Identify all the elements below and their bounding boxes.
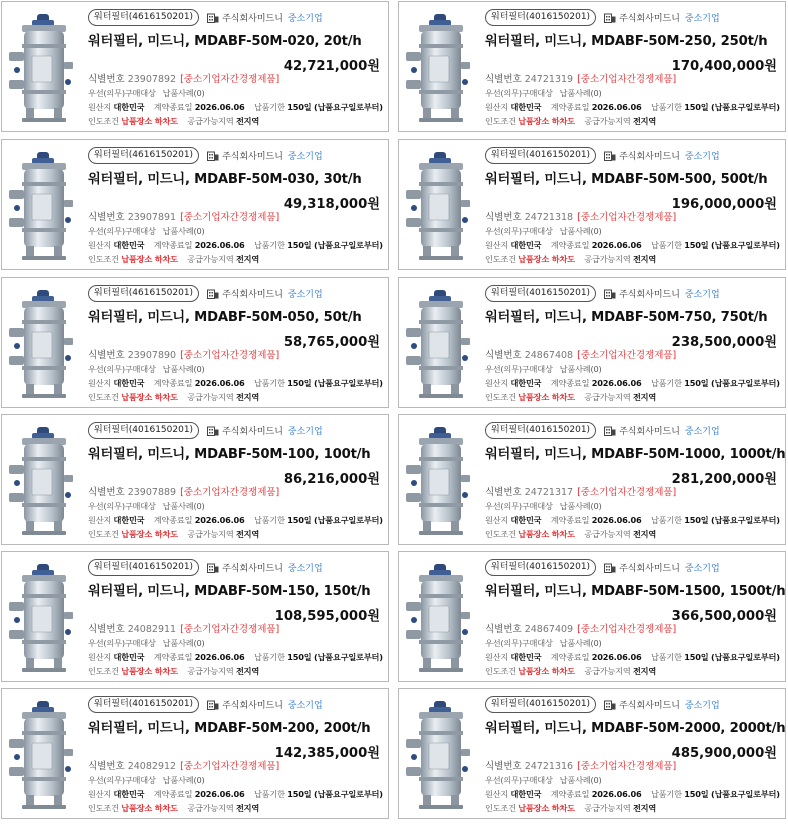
building-icon <box>207 562 219 573</box>
delivery-deadline-value: 150일 (납품요구일로부터) <box>684 102 780 112</box>
contract-end-value: 2026.06.06 <box>591 652 642 662</box>
contract-end-value: 2026.06.06 <box>591 515 642 525</box>
building-icon <box>604 150 616 161</box>
delivery-condition-label: 인도조건 <box>485 392 516 402</box>
water-filter-icon <box>405 425 471 537</box>
contract-end-value: 2026.06.06 <box>591 789 642 799</box>
product-title[interactable]: 워터필터, 미드니, MDABF-50M-1000, 1000t/h <box>485 447 786 462</box>
delivery-condition-label: 인도조건 <box>88 803 119 813</box>
id-number: 23907892 <box>127 74 177 85</box>
sme-competition-tag: [중소기업자간경쟁제품] <box>577 74 677 85</box>
delivery-deadline-label: 납품기한 <box>253 102 285 112</box>
sme-certification: 중소기업 <box>684 151 720 162</box>
contract-end-label: 계약종료일 <box>153 240 193 250</box>
water-filter-image[interactable] <box>405 12 471 124</box>
priority-purchase-label: 우선(의무)구매대상 <box>88 501 156 511</box>
origin-value: 대한민국 <box>510 102 542 112</box>
sme-competition-tag: [중소기업자간경쟁제품] <box>577 212 677 223</box>
delivery-condition-value: 납품장소 하차도 <box>121 803 178 813</box>
priority-purchase-label: 우선(의무)구매대상 <box>485 364 553 374</box>
building-icon <box>604 699 616 710</box>
id-label: 식별번호 <box>485 212 522 223</box>
origin-value: 대한민국 <box>113 515 145 525</box>
supply-region-value: 전지역 <box>632 116 657 126</box>
id-number: 24721319 <box>524 74 574 85</box>
supply-region-value: 전지역 <box>632 254 657 264</box>
product-title[interactable]: 워터필터, 미드니, MDABF-50M-2000, 2000t/h <box>485 721 786 736</box>
delivery-deadline-value: 150일 (납품요구일로부터) <box>287 652 383 662</box>
supply-region-label: 공급가능지역 <box>584 529 631 539</box>
id-number: 24721316 <box>524 761 574 772</box>
id-number: 24082911 <box>127 624 177 635</box>
delivery-condition-label: 인도조건 <box>88 254 119 264</box>
product-title[interactable]: 워터필터, 미드니, MDABF-50M-050, 50t/h <box>88 310 362 325</box>
product-price: 196,000,000원 <box>671 197 777 212</box>
id-label: 식별번호 <box>485 487 522 498</box>
delivery-condition-value: 납품장소 하차도 <box>518 392 575 402</box>
company-name[interactable]: 주식회사미드니 <box>619 289 680 300</box>
company-name[interactable]: 주식회사미드니 <box>222 289 283 300</box>
id-label: 식별번호 <box>88 350 125 361</box>
company-name[interactable]: 주식회사미드니 <box>619 13 680 24</box>
product-card[interactable] <box>398 551 786 682</box>
water-filter-image[interactable] <box>405 288 471 400</box>
supply-region-label: 공급가능지역 <box>187 529 234 539</box>
company-name[interactable]: 주식회사미드니 <box>619 151 680 162</box>
delivery-condition-label: 인도조건 <box>88 116 119 126</box>
contract-end-value: 2026.06.06 <box>194 789 245 799</box>
product-card[interactable] <box>398 688 786 819</box>
id-number: 24721317 <box>524 487 574 498</box>
product-price: 485,900,000원 <box>671 746 777 761</box>
category-badge[interactable]: 워터필터(4616150201) <box>88 285 199 302</box>
supply-region-label: 공급가능지역 <box>187 666 234 676</box>
category-badge[interactable]: 워터필터(4016150201) <box>485 422 596 439</box>
delivery-cases-link[interactable]: 납품사례(0) <box>559 638 602 648</box>
delivery-condition-value: 납품장소 하차도 <box>121 666 178 676</box>
supply-region-value: 전지역 <box>235 529 260 539</box>
delivery-condition-label: 인도조건 <box>88 666 119 676</box>
id-number: 24082912 <box>127 761 177 772</box>
sme-competition-tag: [중소기업자간경쟁제품] <box>577 761 677 772</box>
product-price: 58,765,000원 <box>283 335 380 350</box>
priority-purchase-label: 우선(의무)구매대상 <box>88 775 156 785</box>
contract-end-value: 2026.06.06 <box>194 652 245 662</box>
delivery-deadline-value: 150일 (납품요구일로부터) <box>684 652 780 662</box>
id-label: 식별번호 <box>88 487 125 498</box>
supply-region-label: 공급가능지역 <box>187 392 234 402</box>
delivery-deadline-label: 납품기한 <box>650 515 682 525</box>
water-filter-icon <box>8 699 74 811</box>
sme-competition-tag: [중소기업자간경쟁제품] <box>577 487 677 498</box>
building-icon <box>604 425 616 436</box>
priority-purchase-label: 우선(의무)구매대상 <box>88 88 156 98</box>
category-badge[interactable]: 워터필터(4016150201) <box>485 147 596 164</box>
delivery-condition-value: 납품장소 하차도 <box>518 116 575 126</box>
delivery-deadline-value: 150일 (납품요구일로부터) <box>684 515 780 525</box>
supply-region-label: 공급가능지역 <box>584 803 631 813</box>
origin-label: 원산지 <box>88 652 112 662</box>
supply-region-value: 전지역 <box>235 392 260 402</box>
delivery-condition-label: 인도조건 <box>485 254 516 264</box>
water-filter-image[interactable] <box>8 699 74 811</box>
building-icon <box>207 425 219 436</box>
supply-region-label: 공급가능지역 <box>187 254 234 264</box>
delivery-condition-value: 납품장소 하차도 <box>518 803 575 813</box>
contract-end-value: 2026.06.06 <box>591 378 642 388</box>
product-price: 42,721,000원 <box>283 59 380 74</box>
delivery-condition-value: 납품장소 하차도 <box>121 529 178 539</box>
building-icon <box>207 12 219 23</box>
water-filter-icon <box>405 12 471 124</box>
origin-value: 대한민국 <box>510 378 542 388</box>
delivery-cases-link[interactable]: 납품사례(0) <box>162 638 205 648</box>
id-number: 23907890 <box>127 350 177 361</box>
supply-region-value: 전지역 <box>632 666 657 676</box>
product-card[interactable] <box>1 551 389 682</box>
delivery-deadline-value: 150일 (납품요구일로부터) <box>684 240 780 250</box>
id-label: 식별번호 <box>485 761 522 772</box>
product-title[interactable]: 워터필터, 미드니, MDABF-50M-020, 20t/h <box>88 34 362 49</box>
sme-competition-tag: [중소기업자간경쟁제품] <box>180 487 280 498</box>
water-filter-icon <box>8 562 74 674</box>
water-filter-image[interactable] <box>405 425 471 537</box>
origin-value: 대한민국 <box>510 789 542 799</box>
building-icon <box>207 699 219 710</box>
delivery-condition-label: 인도조건 <box>88 529 119 539</box>
contract-end-label: 계약종료일 <box>153 378 193 388</box>
delivery-cases-link[interactable]: 납품사례(0) <box>559 501 602 511</box>
id-label: 식별번호 <box>88 74 125 85</box>
delivery-cases-link[interactable]: 납품사례(0) <box>559 226 602 236</box>
category-badge[interactable]: 워터필터(4016150201) <box>485 9 596 26</box>
origin-value: 대한민국 <box>510 240 542 250</box>
delivery-cases-link[interactable]: 납품사례(0) <box>162 501 205 511</box>
delivery-cases-link[interactable]: 납품사례(0) <box>162 88 205 98</box>
origin-label: 원산지 <box>88 378 112 388</box>
supply-region-label: 공급가능지역 <box>584 666 631 676</box>
origin-label: 원산지 <box>88 102 112 112</box>
product-price: 142,385,000원 <box>274 746 380 761</box>
delivery-cases-link[interactable]: 납품사례(0) <box>162 226 205 236</box>
supply-region-value: 전지역 <box>632 529 657 539</box>
sme-competition-tag: [중소기업자간경쟁제품] <box>577 624 677 635</box>
company-name[interactable]: 주식회사미드니 <box>222 151 283 162</box>
building-icon <box>604 288 616 299</box>
origin-value: 대한민국 <box>113 789 145 799</box>
id-label: 식별번호 <box>485 624 522 635</box>
sme-competition-tag: [중소기업자간경쟁제품] <box>180 761 280 772</box>
delivery-deadline-value: 150일 (납품요구일로부터) <box>287 378 383 388</box>
delivery-condition-label: 인도조건 <box>485 666 516 676</box>
origin-value: 대한민국 <box>113 652 145 662</box>
water-filter-icon <box>405 562 471 674</box>
delivery-deadline-label: 납품기한 <box>253 789 285 799</box>
contract-end-label: 계약종료일 <box>153 652 193 662</box>
origin-label: 원산지 <box>485 378 509 388</box>
category-badge[interactable]: 워터필터(4016150201) <box>88 559 199 576</box>
delivery-deadline-label: 납품기한 <box>253 240 285 250</box>
contract-end-value: 2026.06.06 <box>194 102 245 112</box>
sme-competition-tag: [중소기업자간경쟁제품] <box>180 212 280 223</box>
product-card[interactable] <box>1 688 389 819</box>
priority-purchase-label: 우선(의무)구매대상 <box>485 638 553 648</box>
water-filter-image[interactable] <box>8 288 74 400</box>
supply-region-value: 전지역 <box>235 116 260 126</box>
product-price: 108,595,000원 <box>274 609 380 624</box>
category-badge[interactable]: 워터필터(4016150201) <box>88 696 199 713</box>
origin-label: 원산지 <box>485 240 509 250</box>
delivery-condition-value: 납품장소 하차도 <box>121 392 178 402</box>
contract-end-label: 계약종료일 <box>550 515 590 525</box>
delivery-cases-link[interactable]: 납품사례(0) <box>559 88 602 98</box>
water-filter-icon <box>8 288 74 400</box>
contract-end-value: 2026.06.06 <box>194 240 245 250</box>
sme-competition-tag: [중소기업자간경쟁제품] <box>180 74 280 85</box>
product-price: 49,318,000원 <box>283 197 380 212</box>
sme-certification: 중소기업 <box>287 426 323 437</box>
company-name[interactable]: 주식회사미드니 <box>222 426 283 437</box>
delivery-deadline-label: 납품기한 <box>650 789 682 799</box>
id-label: 식별번호 <box>88 761 125 772</box>
contract-end-label: 계약종료일 <box>550 240 590 250</box>
priority-purchase-label: 우선(의무)구매대상 <box>88 638 156 648</box>
id-label: 식별번호 <box>485 74 522 85</box>
sme-certification: 중소기업 <box>684 13 720 24</box>
sme-certification: 중소기업 <box>684 700 720 711</box>
delivery-condition-value: 납품장소 하차도 <box>121 116 178 126</box>
id-number: 24721318 <box>524 212 574 223</box>
company-name[interactable]: 주식회사미드니 <box>222 563 283 574</box>
product-price: 238,500,000원 <box>671 335 777 350</box>
delivery-cases-link[interactable]: 납품사례(0) <box>559 364 602 374</box>
product-title[interactable]: 워터필터, 미드니, MDABF-50M-100, 100t/h <box>88 447 371 462</box>
delivery-deadline-label: 납품기한 <box>650 652 682 662</box>
origin-value: 대한민국 <box>113 240 145 250</box>
product-price: 366,500,000원 <box>671 609 777 624</box>
origin-label: 원산지 <box>88 240 112 250</box>
priority-purchase-label: 우선(의무)구매대상 <box>485 501 553 511</box>
contract-end-label: 계약종료일 <box>153 789 193 799</box>
sme-certification: 중소기업 <box>684 426 720 437</box>
delivery-deadline-value: 150일 (납품요구일로부터) <box>287 240 383 250</box>
delivery-deadline-label: 납품기한 <box>253 515 285 525</box>
delivery-condition-label: 인도조건 <box>88 392 119 402</box>
water-filter-image[interactable] <box>8 150 74 262</box>
product-price: 281,200,000원 <box>671 472 777 487</box>
id-label: 식별번호 <box>88 624 125 635</box>
delivery-condition-value: 납품장소 하차도 <box>518 666 575 676</box>
product-title[interactable]: 워터필터, 미드니, MDABF-50M-500, 500t/h <box>485 172 768 187</box>
origin-label: 원산지 <box>88 789 112 799</box>
delivery-deadline-value: 150일 (납품요구일로부터) <box>287 789 383 799</box>
product-title[interactable]: 워터필터, 미드니, MDABF-50M-200, 200t/h <box>88 721 371 736</box>
product-card[interactable] <box>1 277 389 408</box>
product-card[interactable] <box>398 139 786 270</box>
water-filter-icon <box>8 425 74 537</box>
supply-region-label: 공급가능지역 <box>584 254 631 264</box>
delivery-condition-label: 인도조건 <box>485 803 516 813</box>
product-card[interactable] <box>398 277 786 408</box>
priority-purchase-label: 우선(의무)구매대상 <box>88 364 156 374</box>
origin-value: 대한민국 <box>113 378 145 388</box>
product-title[interactable]: 워터필터, 미드니, MDABF-50M-030, 30t/h <box>88 172 362 187</box>
product-card[interactable] <box>398 414 786 545</box>
product-card[interactable] <box>1 139 389 270</box>
water-filter-image[interactable] <box>405 699 471 811</box>
company-name[interactable]: 주식회사미드니 <box>619 426 680 437</box>
contract-end-value: 2026.06.06 <box>591 102 642 112</box>
contract-end-label: 계약종료일 <box>550 789 590 799</box>
contract-end-label: 계약종료일 <box>153 515 193 525</box>
id-label: 식별번호 <box>88 212 125 223</box>
product-card[interactable] <box>1 414 389 545</box>
delivery-condition-value: 납품장소 하차도 <box>518 529 575 539</box>
building-icon <box>604 562 616 573</box>
product-price: 170,400,000원 <box>671 59 777 74</box>
delivery-deadline-label: 납품기한 <box>650 240 682 250</box>
priority-purchase-label: 우선(의무)구매대상 <box>485 88 553 98</box>
supply-region-value: 전지역 <box>632 392 657 402</box>
contract-end-value: 2026.06.06 <box>194 515 245 525</box>
water-filter-icon <box>8 12 74 124</box>
water-filter-image[interactable] <box>405 562 471 674</box>
delivery-deadline-label: 납품기한 <box>253 652 285 662</box>
id-number: 24867409 <box>524 624 574 635</box>
delivery-condition-value: 납품장소 하차도 <box>121 254 178 264</box>
water-filter-icon <box>405 699 471 811</box>
delivery-condition-label: 인도조건 <box>485 529 516 539</box>
supply-region-value: 전지역 <box>235 666 260 676</box>
company-name[interactable]: 주식회사미드니 <box>619 563 680 574</box>
supply-region-value: 전지역 <box>235 254 260 264</box>
building-icon <box>207 150 219 161</box>
origin-value: 대한민국 <box>510 515 542 525</box>
category-badge[interactable]: 워터필터(4016150201) <box>485 696 596 713</box>
sme-certification: 중소기업 <box>287 151 323 162</box>
company-name[interactable]: 주식회사미드니 <box>619 700 680 711</box>
product-title[interactable]: 워터필터, 미드니, MDABF-50M-250, 250t/h <box>485 34 768 49</box>
product-title[interactable]: 워터필터, 미드니, MDABF-50M-750, 750t/h <box>485 310 768 325</box>
product-title[interactable]: 워터필터, 미드니, MDABF-50M-1500, 1500t/h <box>485 584 786 599</box>
water-filter-icon <box>405 150 471 262</box>
delivery-deadline-value: 150일 (납품요구일로부터) <box>684 378 780 388</box>
delivery-deadline-value: 150일 (납품요구일로부터) <box>684 789 780 799</box>
priority-purchase-label: 우선(의무)구매대상 <box>485 775 553 785</box>
id-number: 24867408 <box>524 350 574 361</box>
id-number: 23907891 <box>127 212 177 223</box>
sme-certification: 중소기업 <box>287 563 323 574</box>
origin-label: 원산지 <box>485 515 509 525</box>
water-filter-image[interactable] <box>8 425 74 537</box>
supply-region-value: 전지역 <box>632 803 657 813</box>
delivery-condition-value: 납품장소 하차도 <box>518 254 575 264</box>
product-price: 86,216,000원 <box>283 472 380 487</box>
origin-label: 원산지 <box>485 789 509 799</box>
contract-end-label: 계약종료일 <box>153 102 193 112</box>
priority-purchase-label: 우선(의무)구매대상 <box>88 226 156 236</box>
supply-region-label: 공급가능지역 <box>187 803 234 813</box>
water-filter-image[interactable] <box>8 562 74 674</box>
contract-end-label: 계약종료일 <box>550 378 590 388</box>
supply-region-label: 공급가능지역 <box>187 116 234 126</box>
company-name[interactable]: 주식회사미드니 <box>222 13 283 24</box>
company-name[interactable]: 주식회사미드니 <box>222 700 283 711</box>
delivery-deadline-value: 150일 (납품요구일로부터) <box>287 102 383 112</box>
sme-competition-tag: [중소기업자간경쟁제품] <box>577 350 677 361</box>
contract-end-label: 계약종료일 <box>550 652 590 662</box>
category-badge[interactable]: 워터필터(4016150201) <box>485 559 596 576</box>
origin-label: 원산지 <box>485 652 509 662</box>
sme-certification: 중소기업 <box>684 289 720 300</box>
water-filter-icon <box>405 288 471 400</box>
origin-value: 대한민국 <box>510 652 542 662</box>
delivery-cases-link[interactable]: 납품사례(0) <box>559 775 602 785</box>
origin-label: 원산지 <box>88 515 112 525</box>
category-badge[interactable]: 워터필터(4616150201) <box>88 9 199 26</box>
supply-region-label: 공급가능지역 <box>584 392 631 402</box>
sme-competition-tag: [중소기업자간경쟁제품] <box>180 624 280 635</box>
contract-end-value: 2026.06.06 <box>194 378 245 388</box>
product-card[interactable] <box>1 1 389 132</box>
supply-region-label: 공급가능지역 <box>584 116 631 126</box>
sme-certification: 중소기업 <box>287 289 323 300</box>
delivery-deadline-label: 납품기한 <box>650 378 682 388</box>
water-filter-image[interactable] <box>8 12 74 124</box>
delivery-condition-label: 인도조건 <box>485 116 516 126</box>
origin-value: 대한민국 <box>113 102 145 112</box>
sme-certification: 중소기업 <box>684 563 720 574</box>
delivery-cases-link[interactable]: 납품사례(0) <box>162 364 205 374</box>
priority-purchase-label: 우선(의무)구매대상 <box>485 226 553 236</box>
delivery-deadline-label: 납품기한 <box>253 378 285 388</box>
sme-certification: 중소기업 <box>287 13 323 24</box>
delivery-deadline-label: 납품기한 <box>650 102 682 112</box>
id-number: 23907889 <box>127 487 177 498</box>
origin-label: 원산지 <box>485 102 509 112</box>
id-label: 식별번호 <box>485 350 522 361</box>
category-badge[interactable]: 워터필터(4016150201) <box>88 422 199 439</box>
contract-end-value: 2026.06.06 <box>591 240 642 250</box>
building-icon <box>207 288 219 299</box>
product-title[interactable]: 워터필터, 미드니, MDABF-50M-150, 150t/h <box>88 584 371 599</box>
delivery-cases-link[interactable]: 납품사례(0) <box>162 775 205 785</box>
product-card[interactable] <box>398 1 786 132</box>
contract-end-label: 계약종료일 <box>550 102 590 112</box>
category-badge[interactable]: 워터필터(4016150201) <box>485 285 596 302</box>
sme-competition-tag: [중소기업자간경쟁제품] <box>180 350 280 361</box>
building-icon <box>604 12 616 23</box>
category-badge[interactable]: 워터필터(4616150201) <box>88 147 199 164</box>
water-filter-icon <box>8 150 74 262</box>
delivery-deadline-value: 150일 (납품요구일로부터) <box>287 515 383 525</box>
water-filter-image[interactable] <box>405 150 471 262</box>
supply-region-value: 전지역 <box>235 803 260 813</box>
sme-certification: 중소기업 <box>287 700 323 711</box>
